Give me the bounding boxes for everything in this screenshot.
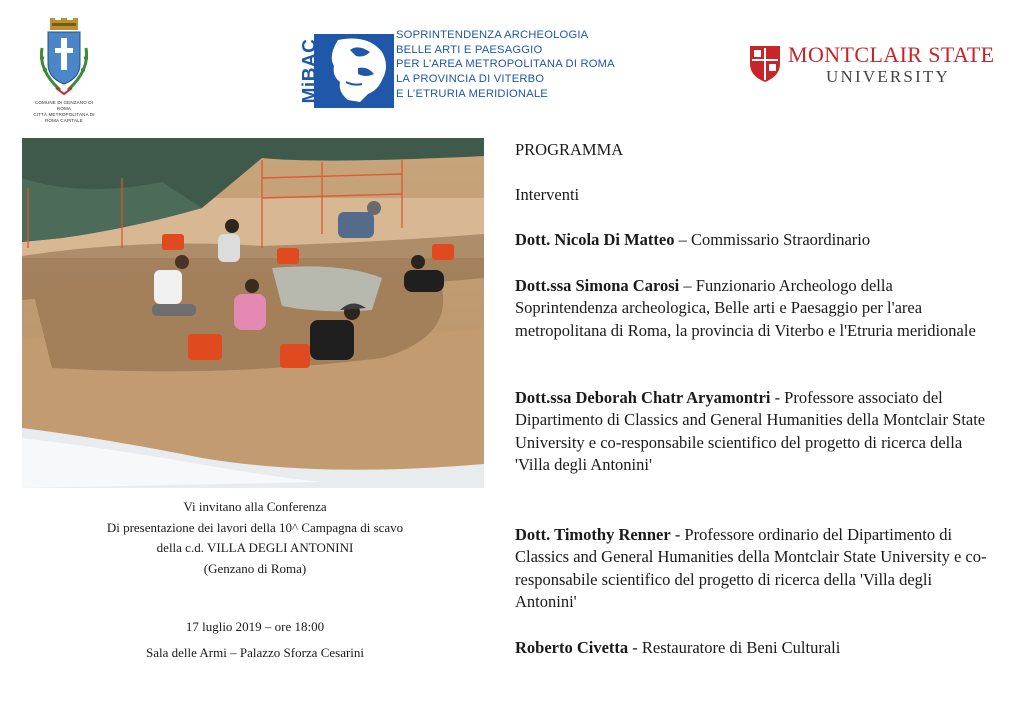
mibac-vertical-text: MiBAC	[299, 38, 321, 104]
speaker-entry	[515, 229, 995, 251]
excavation-scene-illustration	[22, 138, 484, 488]
speaker-entry	[515, 524, 995, 614]
soprintendenza-line: SOPRINTENDENZA ARCHEOLOGIA	[396, 29, 589, 41]
speaker-role: - Professore ordinario del Dipartimento di Classics and General Humanities della Montclair State University e co-responsabile scientifico del progetto di ricerca della 'Villa degli Antonini'	[515, 525, 987, 612]
speaker-name: Dott. Nicola Di Matteo	[515, 230, 675, 249]
mibac-soprintendenza-logo	[298, 28, 648, 112]
comune-caption-subline: CITTÀ METROPOLITANA DI ROMA CAPITALE	[33, 112, 95, 123]
speaker-name: Dott. Timothy Renner	[515, 525, 671, 544]
invitation-text	[40, 497, 470, 579]
excavation-photo	[22, 138, 484, 488]
program-title: PROGRAMMA	[515, 140, 624, 159]
comune-caption-line: COMUNE DI GENZANO DI ROMA	[34, 100, 94, 111]
soprintendenza-line: BELLE ARTI E PAESAGGIO	[396, 43, 543, 56]
speaker-name: Dott.ssa Simona Carosi	[515, 276, 680, 295]
montclair-shield-icon	[748, 44, 782, 84]
coat-of-arms-icon	[34, 18, 94, 98]
speaker-role: - Restauratore di Beni Culturali	[628, 638, 841, 657]
speaker-entry	[515, 275, 995, 342]
event-venue: Sala delle Armi – Palazzo Sforza Cesarini	[145, 645, 365, 660]
speaker-role: – Commissario Straordinario	[674, 230, 871, 249]
speaker-name: Dott.ssa Deborah Chatr Aryamontri	[515, 388, 771, 407]
speaker-name: Roberto Civetta	[515, 638, 629, 657]
event-date-time: 17 luglio 2019 – ore 18:00	[185, 619, 325, 634]
speaker-entry	[515, 387, 995, 477]
speaker-role: – Funzionario Archeologo della Soprintendenza archeologica, Belle arti e Paesaggio per l'area metropolitana di Roma, la provincia di Viterbo e l'Etruria meridionale	[515, 276, 976, 340]
program-subtitle: Interventi	[515, 185, 580, 204]
soprintendenza-line: E L’ETRURIA MERIDIONALE	[396, 87, 548, 100]
soprintendenza-line: LA PROVINCIA DI VITERBO	[396, 73, 545, 86]
speaker-role: - Professore associato del Dipartimento di Classics and General Humanities della Montclair State University e co-responsabile scientifico del progetto di ricerca della 'Villa degli Antonini'	[515, 388, 986, 475]
montclair-name: MONTCLAIR STATE	[788, 42, 995, 67]
invitation-line: Vi invitano alla Conferenza	[183, 499, 327, 514]
soprintendenza-name	[396, 28, 615, 102]
soprintendenza-line: PER L’AREA METROPOLITANA DI ROMA	[396, 58, 615, 71]
montclair-state-logo	[748, 40, 998, 90]
invitation-line: Di presentazione dei lavori della 10^ Campagna di scavo	[106, 519, 404, 535]
speaker-entry	[515, 637, 995, 659]
montclair-university: UNIVERSITY	[826, 67, 950, 86]
mibac-emblem	[298, 30, 395, 110]
invitation-line: (Genzano di Roma)	[203, 560, 307, 576]
comune-genzano-crest	[28, 18, 100, 123]
invitation-line: della c.d. VILLA DEGLI ANTONINI	[156, 540, 354, 555]
comune-caption	[28, 100, 100, 124]
